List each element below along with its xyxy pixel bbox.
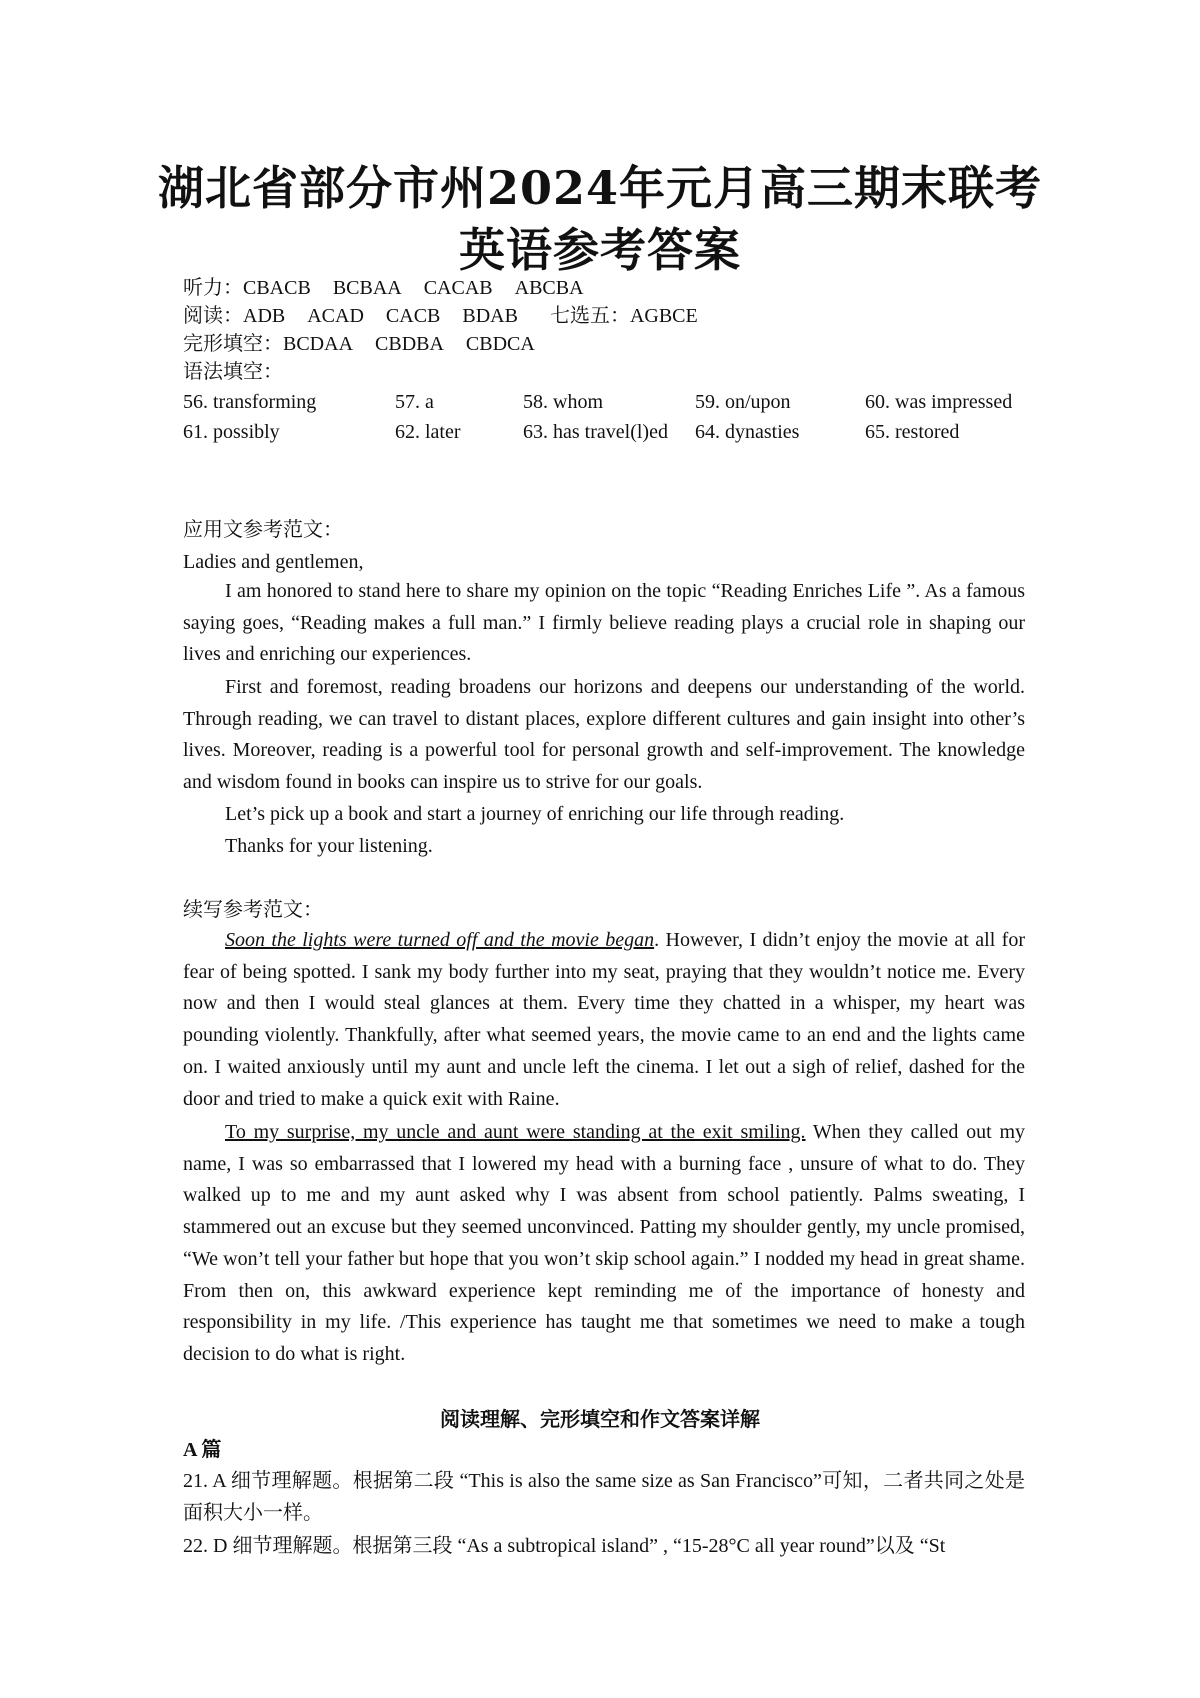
reading-label: 阅读：	[183, 305, 243, 327]
explanation-item: 22. D 细节理解题。根据第三段 “As a subtropical island” , “15-28°C all year round”以及 “St	[183, 1535, 946, 1557]
answer-group: AGBCE	[629, 305, 698, 327]
essay2-paragraph	[183, 925, 1025, 1115]
page-subtitle: 英语参考答案	[459, 223, 741, 277]
answer-group: BDAB	[462, 305, 518, 327]
answer-group: ABCBA	[514, 277, 584, 299]
answer-group: BCDAA	[283, 333, 354, 355]
explanation-item: 21. A 细节理解题。根据第二段 “This is also the same size as San Francisco”可知，二者共同之处是面积大小一样。	[183, 1470, 1025, 1524]
grammar-answer: 62. later	[395, 421, 461, 443]
grammar-answer: 60. was impressed	[865, 391, 1013, 413]
essay2-given-sentence: To my surprise, my uncle and aunt were standing at the exit smiling.	[225, 1121, 806, 1143]
grammar-answer: 57. a	[395, 391, 434, 413]
answer-group: CBACB	[243, 277, 311, 299]
essay1-paragraph: Thanks for your listening.	[225, 835, 433, 857]
answer-group: CACB	[385, 305, 441, 327]
answer-group: ACAD	[307, 305, 364, 327]
essay1-paragraph: First and foremost, reading broadens our horizons and deepens our understanding of the world. Through reading, we can travel to distant places, explore different cultures and gain insight into other’s lives. Moreover, reading is a powerful tool for personal growth and self-improvement. The knowledge and wisdom found in books can inspire us to strive for our goals.	[183, 676, 1025, 794]
essay2-text: When they called out my name, I was so embarrassed that I lowered my head with a burning face , unsure of what to do. They walked up to me and my aunt asked why I was absent from school patiently. Palms sweating, I stammered out an excuse but they seemed unconvinced. Patting my shoulder gently, my uncle promised, “We won’t tell your father but hope that you won’t skip school again.” I nodded my head in great shame. From then on, this awkward experience kept reminding me of the importance of honesty and responsibility in my life. /This experience has taught me that sometimes we need to make a tough decision to do what is right.	[183, 1121, 1026, 1365]
grammar-answer: 56. transforming	[183, 391, 317, 413]
answer-group: ADB	[243, 305, 286, 327]
answer-group: CBDCA	[465, 333, 535, 355]
essay2-text: . However, I didn’t enjoy the movie at all for fear of being spotted. I sank my body further into my seat, praying that they wouldn’t notice me. Every now and then I would steal glances at them. Every time they chatted in a whisper, my heart was pounding violently. Thankfully, after what seemed years, the movie came to an end and the lights came on. I waited anxiously until my aunt and uncle left the cinema. I let out a sigh of relief, dashed for the door and tried to make a quick exit with Raine.	[183, 929, 1025, 1110]
grammar-label: 语法填空：	[183, 361, 283, 383]
listening-label: 听力：	[183, 277, 243, 299]
page-title: 湖北省部分市州2024年元月高三期末联考	[157, 161, 1043, 215]
seven-choose-five-label: 七选五：	[549, 305, 630, 327]
grammar-row-1	[183, 386, 1033, 418]
answer-group: CACAB	[423, 277, 493, 299]
grammar-answer: 61. possibly	[183, 421, 280, 443]
grammar-row-2	[183, 416, 1033, 448]
grammar-answer: 64. dynasties	[695, 421, 800, 443]
essay1-salutation: Ladies and gentlemen,	[183, 551, 364, 573]
answer-group: CBDBA	[375, 333, 444, 355]
explanations-heading: 阅读理解、完形填空和作文答案详解	[440, 1409, 760, 1431]
answer-group: BCBAA	[332, 277, 402, 299]
essay2-paragraph	[183, 1117, 1025, 1371]
grammar-answer: 59. on/upon	[695, 391, 791, 413]
essay1-paragraph: Let’s pick up a book and start a journey of enriching our life through reading.	[225, 803, 845, 825]
grammar-answer: 65. restored	[865, 421, 960, 443]
essay2-given-sentence: Soon the lights were turned off and the movie began	[225, 929, 655, 951]
grammar-answer: 63. has travel(l)ed	[523, 421, 668, 443]
section-label: A 篇	[183, 1439, 222, 1461]
grammar-answer: 58. whom	[523, 391, 603, 413]
cloze-label: 完形填空：	[183, 333, 283, 355]
essay1-heading: 应用文参考范文：	[183, 519, 343, 541]
essay1-paragraph: I am honored to stand here to share my opinion on the topic “Reading Enriches Life ”. As a famous saying goes, “Reading makes a full man.” I firmly believe reading plays a crucial role in shaping our lives and enriching our experiences.	[183, 580, 1025, 666]
essay2-heading: 续写参考范文：	[183, 899, 323, 921]
